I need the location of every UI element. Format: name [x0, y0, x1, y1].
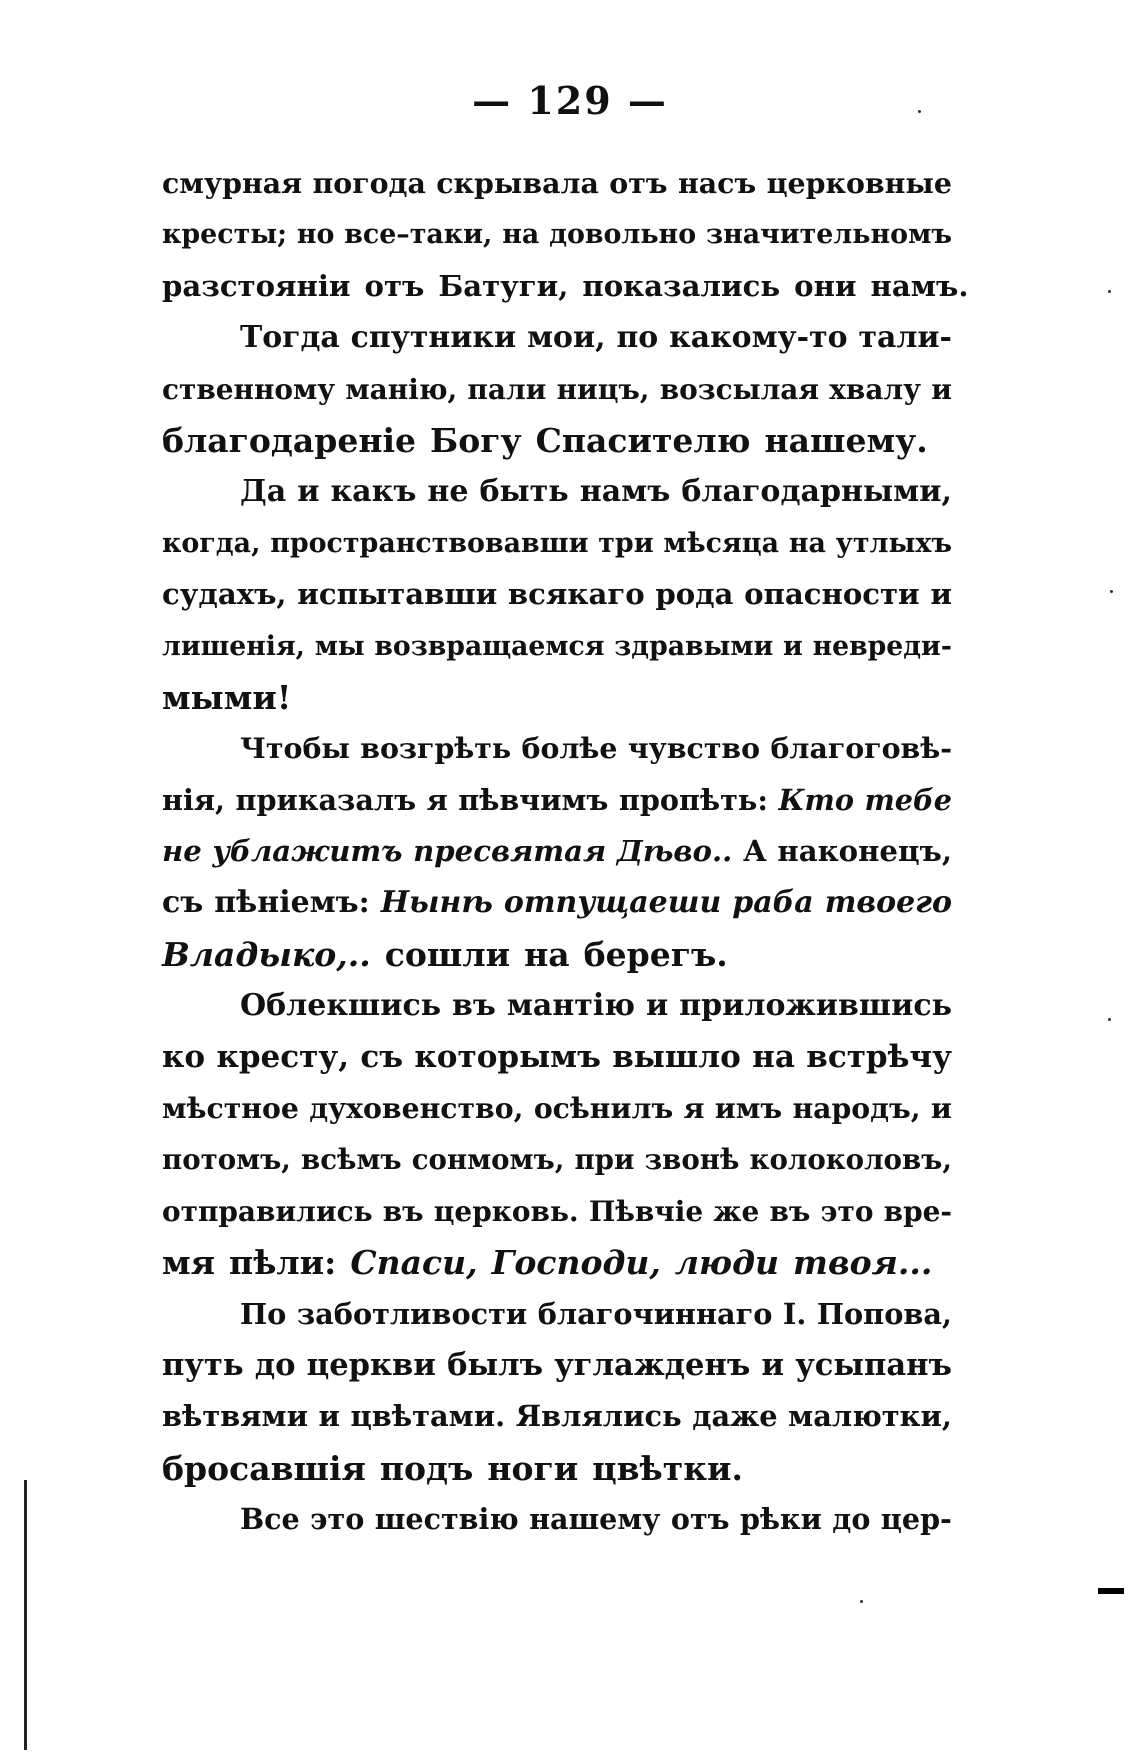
word: мѣстное	[162, 1091, 299, 1126]
word: невреди-	[812, 630, 952, 662]
word: мѣсяца	[663, 527, 780, 559]
text-line	[162, 1083, 952, 1134]
word: отъ	[609, 166, 668, 200]
body-text	[162, 158, 969, 1546]
word: чувство	[627, 731, 761, 766]
word: кресты;	[162, 219, 288, 251]
word: Господи,	[491, 1243, 661, 1283]
word: отпущаеши	[503, 885, 722, 921]
word: пропѣть:	[618, 782, 768, 817]
word: въ	[769, 1194, 811, 1228]
word: ственному	[162, 372, 336, 406]
text-line	[162, 1391, 952, 1442]
word: твоя...	[793, 1243, 933, 1283]
word: опасности	[744, 577, 920, 612]
word: мои,	[527, 320, 606, 356]
page-number: — 129 —	[472, 78, 668, 123]
word: усыпанъ	[795, 1346, 952, 1383]
word: Нынѣ	[380, 885, 493, 921]
word: спутники	[350, 320, 517, 356]
word: малютки,	[788, 1399, 952, 1434]
word: приказалъ	[235, 782, 417, 817]
word: Спасителю	[535, 420, 751, 460]
text-line	[162, 209, 952, 260]
text-line	[162, 1237, 952, 1288]
word: пѣвчимъ	[458, 782, 609, 817]
word: которымъ	[414, 1038, 601, 1075]
word: возвращаемся	[374, 630, 605, 662]
word: разстояніи	[162, 268, 351, 303]
text-line	[162, 1289, 952, 1340]
word: звонѣ	[644, 1143, 740, 1177]
word: бросавшія	[162, 1448, 366, 1488]
word: на	[788, 527, 826, 559]
word: какъ	[330, 474, 417, 510]
word: наконецъ,	[777, 834, 952, 869]
word: я	[426, 782, 448, 817]
word: всякаго	[507, 577, 645, 612]
word: отправились	[162, 1194, 373, 1228]
word: нашему	[529, 1502, 661, 1537]
text-line	[162, 929, 952, 980]
word: мы	[314, 630, 365, 662]
word: церковь.	[433, 1194, 579, 1228]
word: и	[931, 372, 952, 406]
word: на	[524, 934, 570, 974]
word: и	[930, 1091, 952, 1126]
word: осѣнилъ	[533, 1091, 674, 1126]
word: когда,	[162, 527, 261, 559]
word: отъ	[670, 1502, 730, 1537]
word: лишенія,	[162, 630, 305, 662]
word: судахъ,	[162, 577, 287, 612]
word: ублажитъ	[212, 834, 403, 869]
word: церкви	[306, 1346, 436, 1383]
word: благочиннаго	[537, 1296, 773, 1331]
word: мя	[162, 1243, 216, 1283]
word: встрѣчу	[806, 1038, 952, 1075]
word: нашему.	[764, 420, 928, 460]
text-line	[162, 672, 952, 723]
word: пространствовавши	[270, 527, 589, 559]
word: вѣтвями	[162, 1399, 308, 1434]
word: на	[502, 219, 540, 251]
word: утлыхъ	[835, 527, 952, 559]
word: І.	[782, 1296, 807, 1331]
word: довольно	[549, 219, 697, 251]
word: не	[427, 474, 469, 510]
word: ко	[162, 1038, 206, 1075]
text-line	[162, 569, 952, 620]
word: мыми!	[162, 677, 292, 717]
text-line	[162, 877, 952, 928]
scan-speck	[1108, 290, 1111, 293]
word: съ	[162, 885, 204, 921]
word: здравыми	[614, 630, 774, 662]
word: пресвятая	[413, 834, 607, 869]
word: Владыко,..	[162, 934, 371, 974]
word: насъ	[677, 166, 757, 200]
word: скрывала	[436, 166, 599, 200]
text-line	[162, 621, 952, 672]
text-line	[162, 518, 952, 569]
word: не	[162, 834, 202, 869]
word: потомъ,	[162, 1143, 291, 1177]
word: По	[240, 1296, 287, 1331]
word: съ	[360, 1038, 404, 1075]
word: какому-то	[669, 320, 848, 356]
word: и	[297, 474, 320, 510]
word: и	[930, 577, 952, 612]
word: А	[742, 834, 767, 869]
word: берегъ.	[583, 934, 728, 974]
word: тебе	[864, 782, 952, 817]
word: рода	[655, 577, 734, 612]
word: колоколовъ,	[749, 1143, 952, 1177]
word: благодарными,	[681, 474, 952, 510]
word: Кто	[778, 782, 854, 817]
word: ницъ,	[556, 372, 650, 406]
word: сошли	[384, 934, 511, 974]
word: значительномъ	[705, 219, 952, 251]
word: возсылая	[659, 372, 820, 406]
word: духовенство,	[309, 1091, 524, 1126]
text-line	[162, 1494, 952, 1545]
word: намъ.	[870, 268, 969, 303]
text-line	[162, 1443, 952, 1494]
word: они	[794, 268, 857, 303]
word: Богу	[430, 420, 522, 460]
word: цвѣтки.	[592, 1448, 744, 1488]
text-line	[162, 723, 952, 774]
text-line	[162, 415, 952, 466]
word: и	[761, 1346, 785, 1383]
scan-margin-mark	[1098, 1588, 1124, 1594]
word: Чтобы	[240, 731, 350, 766]
word: же	[713, 1194, 760, 1228]
word: путь	[162, 1346, 244, 1383]
word: приложившись	[679, 988, 952, 1024]
word: до	[832, 1502, 871, 1537]
text-line	[162, 980, 952, 1031]
word: смурная	[162, 166, 303, 200]
word: манію,	[345, 372, 458, 406]
word: имъ	[714, 1091, 783, 1126]
text-line	[162, 826, 952, 877]
word: вре-	[883, 1194, 952, 1228]
word: Все	[240, 1502, 300, 1537]
text-line	[162, 775, 952, 826]
word: при	[574, 1143, 635, 1177]
text-line	[162, 364, 952, 415]
word: мантію	[506, 988, 636, 1024]
word: и	[646, 988, 669, 1024]
word: ноги	[487, 1448, 579, 1488]
word: погода	[312, 166, 426, 200]
word: углажденъ	[554, 1346, 751, 1383]
word: это	[310, 1502, 365, 1537]
word: три	[598, 527, 654, 559]
word: благодареніе	[162, 420, 417, 460]
word: всѣмъ	[301, 1143, 402, 1177]
word: люди	[674, 1243, 780, 1283]
word: въ	[382, 1194, 424, 1228]
word: пѣли:	[229, 1243, 337, 1283]
word: Спаси,	[350, 1243, 478, 1283]
word: пали	[467, 372, 547, 406]
word: Облекшись	[240, 988, 442, 1024]
word: это	[820, 1194, 874, 1228]
word: болѣе	[521, 731, 618, 766]
word: Да	[240, 474, 287, 510]
text-line	[162, 158, 952, 209]
word: хвалу	[829, 372, 922, 406]
word: намъ	[579, 474, 671, 510]
scan-speck	[918, 110, 921, 113]
word: народъ,	[792, 1091, 921, 1126]
word: испытавши	[297, 577, 498, 612]
word: но	[296, 219, 335, 251]
word: подъ	[379, 1448, 474, 1488]
word: твоего	[824, 885, 952, 921]
word: до	[254, 1346, 296, 1383]
text-line	[162, 312, 952, 363]
word: Являлись	[515, 1399, 682, 1434]
word: цвѣтами.	[350, 1399, 506, 1434]
word: вышло	[612, 1038, 741, 1075]
scan-speck	[860, 1600, 863, 1603]
word: кресту,	[216, 1038, 350, 1075]
word: Тогда	[240, 320, 340, 356]
word: заботливости	[296, 1296, 528, 1331]
text-line	[162, 1340, 952, 1391]
word: шествію	[374, 1502, 519, 1537]
word: даже	[692, 1399, 778, 1434]
scan-speck	[1110, 590, 1113, 593]
word: Пѣвчіе	[588, 1194, 704, 1228]
scan-speck	[1108, 1018, 1111, 1021]
word: и	[318, 1399, 340, 1434]
word: на	[752, 1038, 795, 1075]
word: все–таки,	[344, 219, 493, 251]
scan-margin-rule	[24, 1480, 27, 1750]
word: раба	[732, 885, 814, 921]
word: Попова,	[816, 1296, 952, 1331]
word: возгрѣть	[360, 731, 512, 766]
word: рѣки	[739, 1502, 822, 1537]
word: быть	[479, 474, 569, 510]
text-line	[162, 1186, 952, 1237]
word: Батуги,	[438, 268, 569, 303]
text-line	[162, 466, 952, 517]
word: цер-	[880, 1502, 952, 1537]
word: нія,	[162, 782, 226, 817]
text-line	[162, 261, 969, 312]
word: Дѣво..	[616, 834, 733, 869]
text-line	[162, 1032, 952, 1083]
word: благоговѣ-	[770, 731, 952, 766]
word: я	[683, 1091, 705, 1126]
word: по	[616, 320, 659, 356]
word: тали-	[858, 320, 952, 356]
word: церковные	[766, 166, 952, 200]
word: показались	[582, 268, 781, 303]
word: въ	[452, 988, 496, 1024]
word: отъ	[364, 268, 425, 303]
word: былъ	[447, 1346, 544, 1383]
word: и	[783, 630, 803, 662]
word: сонмомъ,	[411, 1143, 565, 1177]
word: пѣніемъ:	[214, 885, 370, 921]
text-line	[162, 1134, 952, 1185]
